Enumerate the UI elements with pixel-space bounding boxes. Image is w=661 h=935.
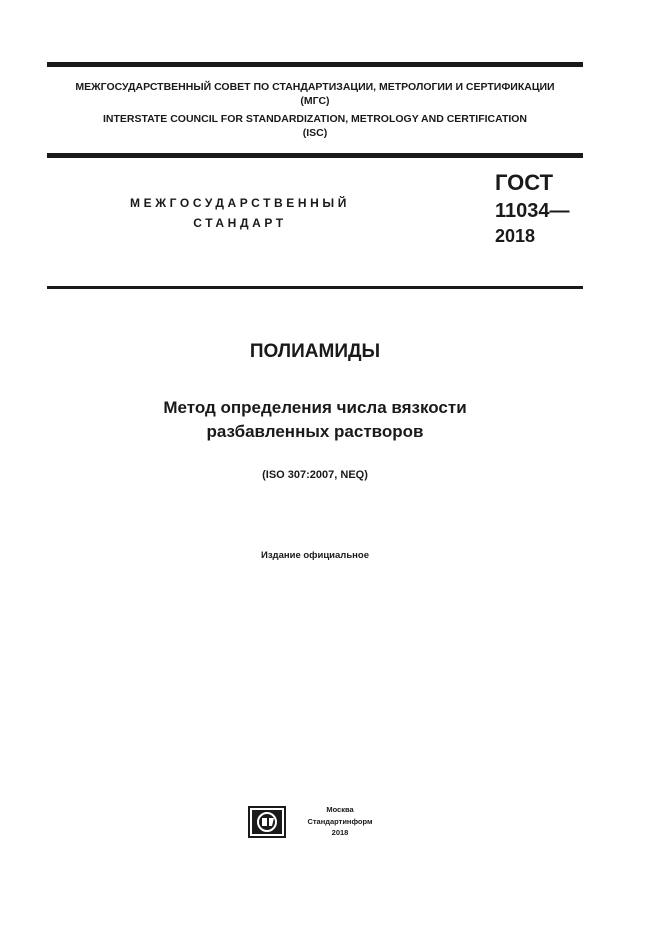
subtitle-line1: Метод определения числа вязкости [163, 398, 467, 417]
publisher-text [292, 804, 388, 839]
council-ru [47, 80, 583, 108]
gost-number: 11034— [495, 200, 570, 222]
standard-type [95, 193, 385, 233]
council-en [47, 112, 583, 140]
publisher-name: Стандартинформ [307, 816, 373, 826]
publisher-year: 2018 [331, 828, 349, 837]
edition-note: Издание официальное [261, 550, 369, 561]
standartinform-logo-icon [248, 806, 286, 838]
publisher-block [248, 804, 398, 840]
standard-type-line1: МЕЖГОСУДАРСТВЕННЫЙ [130, 196, 350, 210]
bottom-rule [47, 286, 583, 289]
standard-type-line2: СТАНДАРТ [193, 216, 287, 230]
iso-reference: (ISO 307:2007, NEQ) [262, 469, 368, 481]
council-ru-abbr: (МГС) [300, 95, 330, 107]
gost-year: 2018 [495, 226, 536, 246]
council-en-abbr: (ISC) [302, 127, 328, 139]
document-subtitle [47, 396, 583, 444]
top-rule [47, 62, 583, 67]
council-en-name: INTERSTATE COUNCIL FOR STANDARDIZATION, METROLOGY AND CERTIFICATION [102, 113, 528, 125]
gost-designation [495, 170, 570, 246]
publisher-city: Москва [326, 805, 354, 814]
middle-rule [47, 153, 583, 158]
council-ru-name: МЕЖГОСУДАРСТВЕННЫЙ СОВЕТ ПО СТАНДАРТИЗАЦИИ, МЕТРОЛОГИИ И СЕРТИФИКАЦИИ [75, 81, 555, 93]
gost-abbr: ГОСТ [495, 170, 554, 195]
document-title: ПОЛИАМИДЫ [249, 341, 381, 362]
subtitle-line2: разбавленных растворов [206, 422, 424, 441]
